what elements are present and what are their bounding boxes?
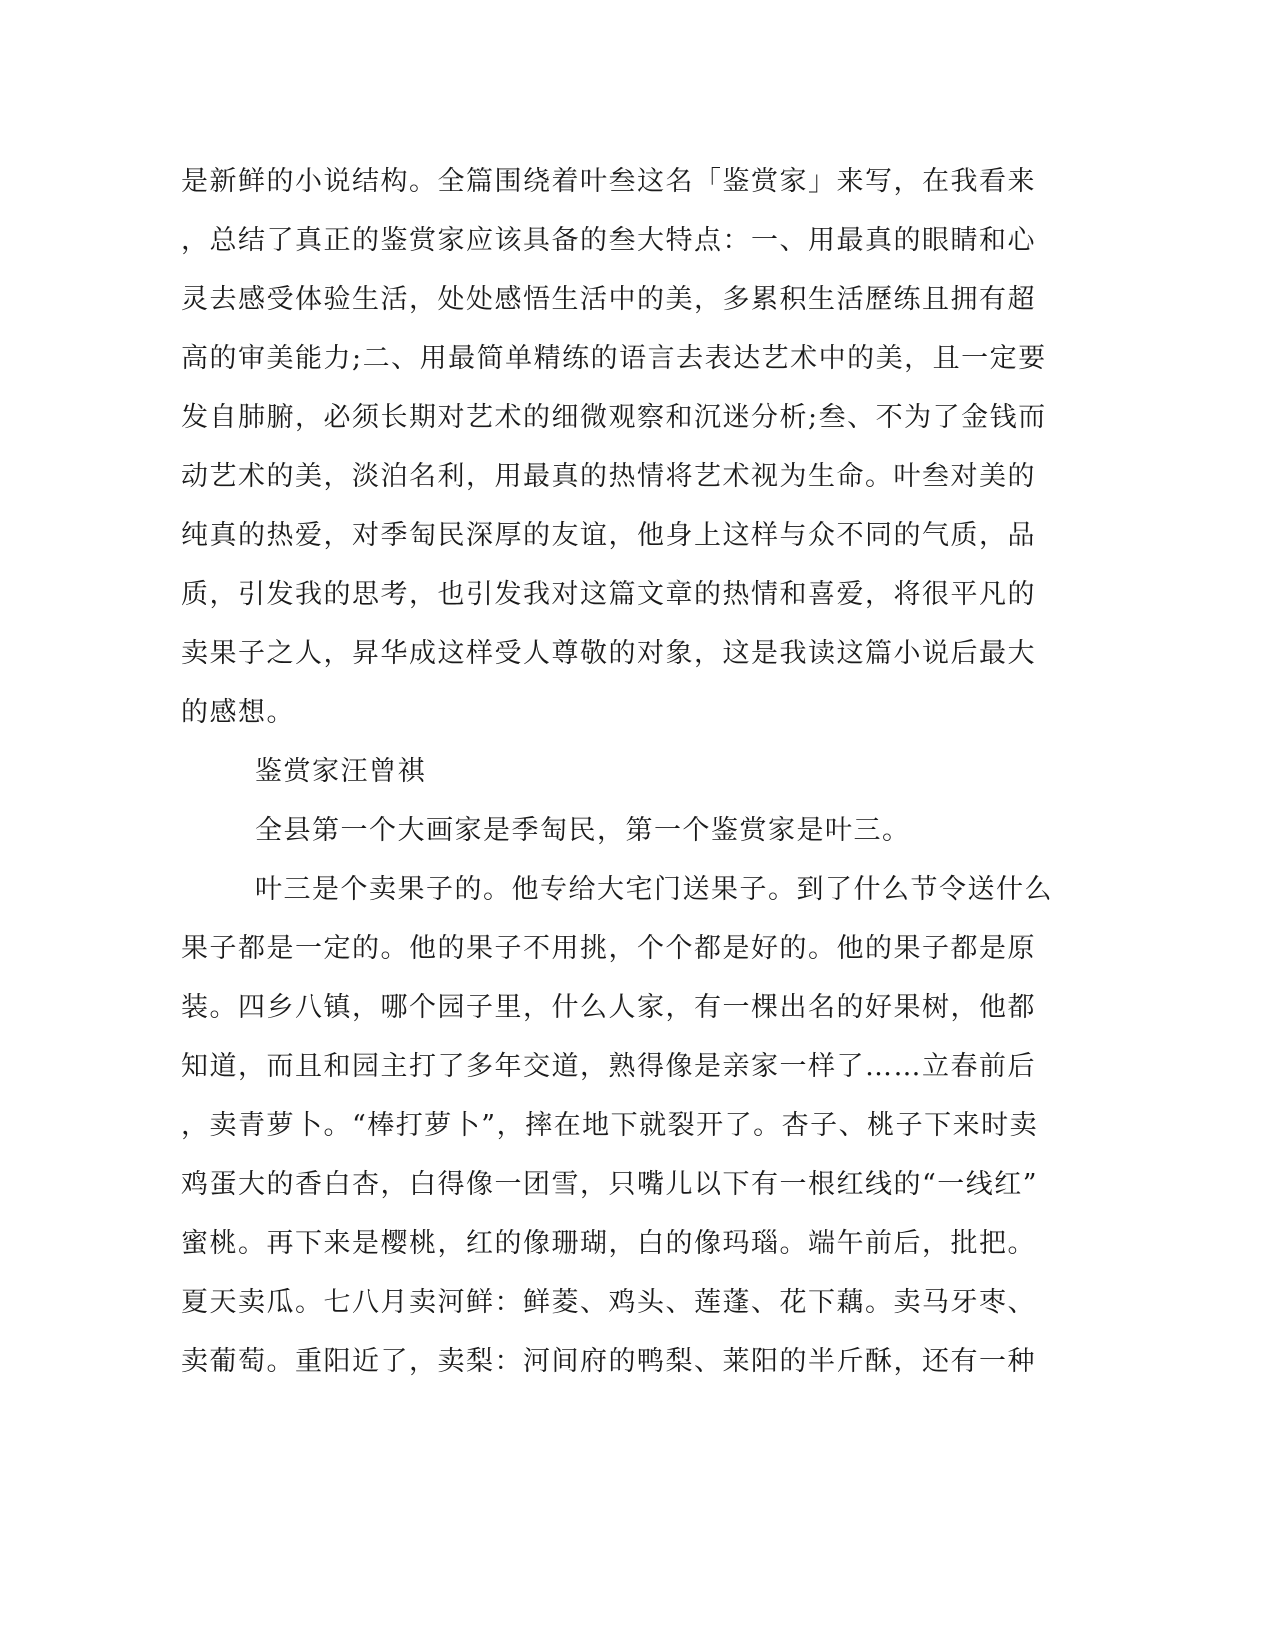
document-body <box>181 152 1053 1391</box>
text-line: ，总结了真正的鉴赏家应该具备的叁大特点：一、用最真的眼睛和心 <box>181 225 1036 256</box>
text-line: ，卖青萝卜。“棒打萝卜”，摔在地下就裂开了。杏子、桃子下来时卖 <box>181 1110 1039 1141</box>
text-line: 卖葡萄。重阳近了，卖梨：河间府的鸭梨、莱阳的半斤酥，还有一种 <box>181 1346 1036 1377</box>
text-line: 灵去感受体验生活，处处感悟生活中的美，多累积生活歷练且拥有超 <box>181 284 1036 315</box>
text-line: 高的审美能力;二、用最简单精练的语言去表达艺术中的美，且一定要 <box>181 343 1047 374</box>
text-line: 质，引发我的思考，也引发我对这篇文章的热情和喜爱，将很平凡的 <box>181 579 1036 610</box>
text-line: 知道，而且和园主打了多年交道，熟得像是亲家一样了……立春前后 <box>181 1051 1036 1082</box>
text-line: 蜜桃。再下来是樱桃，红的像珊瑚，白的像玛瑙。端午前后，批把。 <box>181 1228 1036 1259</box>
text-line: 的感想。 <box>181 697 295 728</box>
text-line: 是新鲜的小说结构。全篇围绕着叶叁这名「鉴赏家」来写，在我看来 <box>181 166 1036 197</box>
text-line: 动艺术的美，淡泊名利，用最真的热情将艺术视为生命。叶叁对美的 <box>181 461 1036 492</box>
paragraph-first-line: 鉴赏家汪曾祺 <box>255 756 426 787</box>
paragraph-first-line: 全县第一个大画家是季匋民，第一个鉴赏家是叶三。 <box>255 815 911 846</box>
paragraph-first-line: 叶三是个卖果子的。他专给大宅门送果子。到了什么节令送什么 <box>255 874 1053 905</box>
text-line: 纯真的热爱，对季匋民深厚的友谊，他身上这样与众不同的气质，品 <box>181 520 1036 551</box>
text-line: 发自肺腑，必须长期对艺术的细微观察和沉迷分析;叁、不为了金钱而 <box>181 402 1047 433</box>
text-line: 果子都是一定的。他的果子不用挑，个个都是好的。他的果子都是原 <box>181 933 1036 964</box>
text-line: 鸡蛋大的香白杏，白得像一团雪，只嘴儿以下有一根红线的“一线红” <box>181 1169 1039 1200</box>
text-line: 夏天卖瓜。七八月卖河鲜：鲜菱、鸡头、莲蓬、花下藕。卖马牙枣、 <box>181 1287 1036 1318</box>
text-line: 装。四乡八镇，哪个园子里，什么人家，有一棵出名的好果树，他都 <box>181 992 1036 1023</box>
text-line: 卖果子之人，昇华成这样受人尊敬的对象，这是我读这篇小说后最大 <box>181 638 1036 669</box>
